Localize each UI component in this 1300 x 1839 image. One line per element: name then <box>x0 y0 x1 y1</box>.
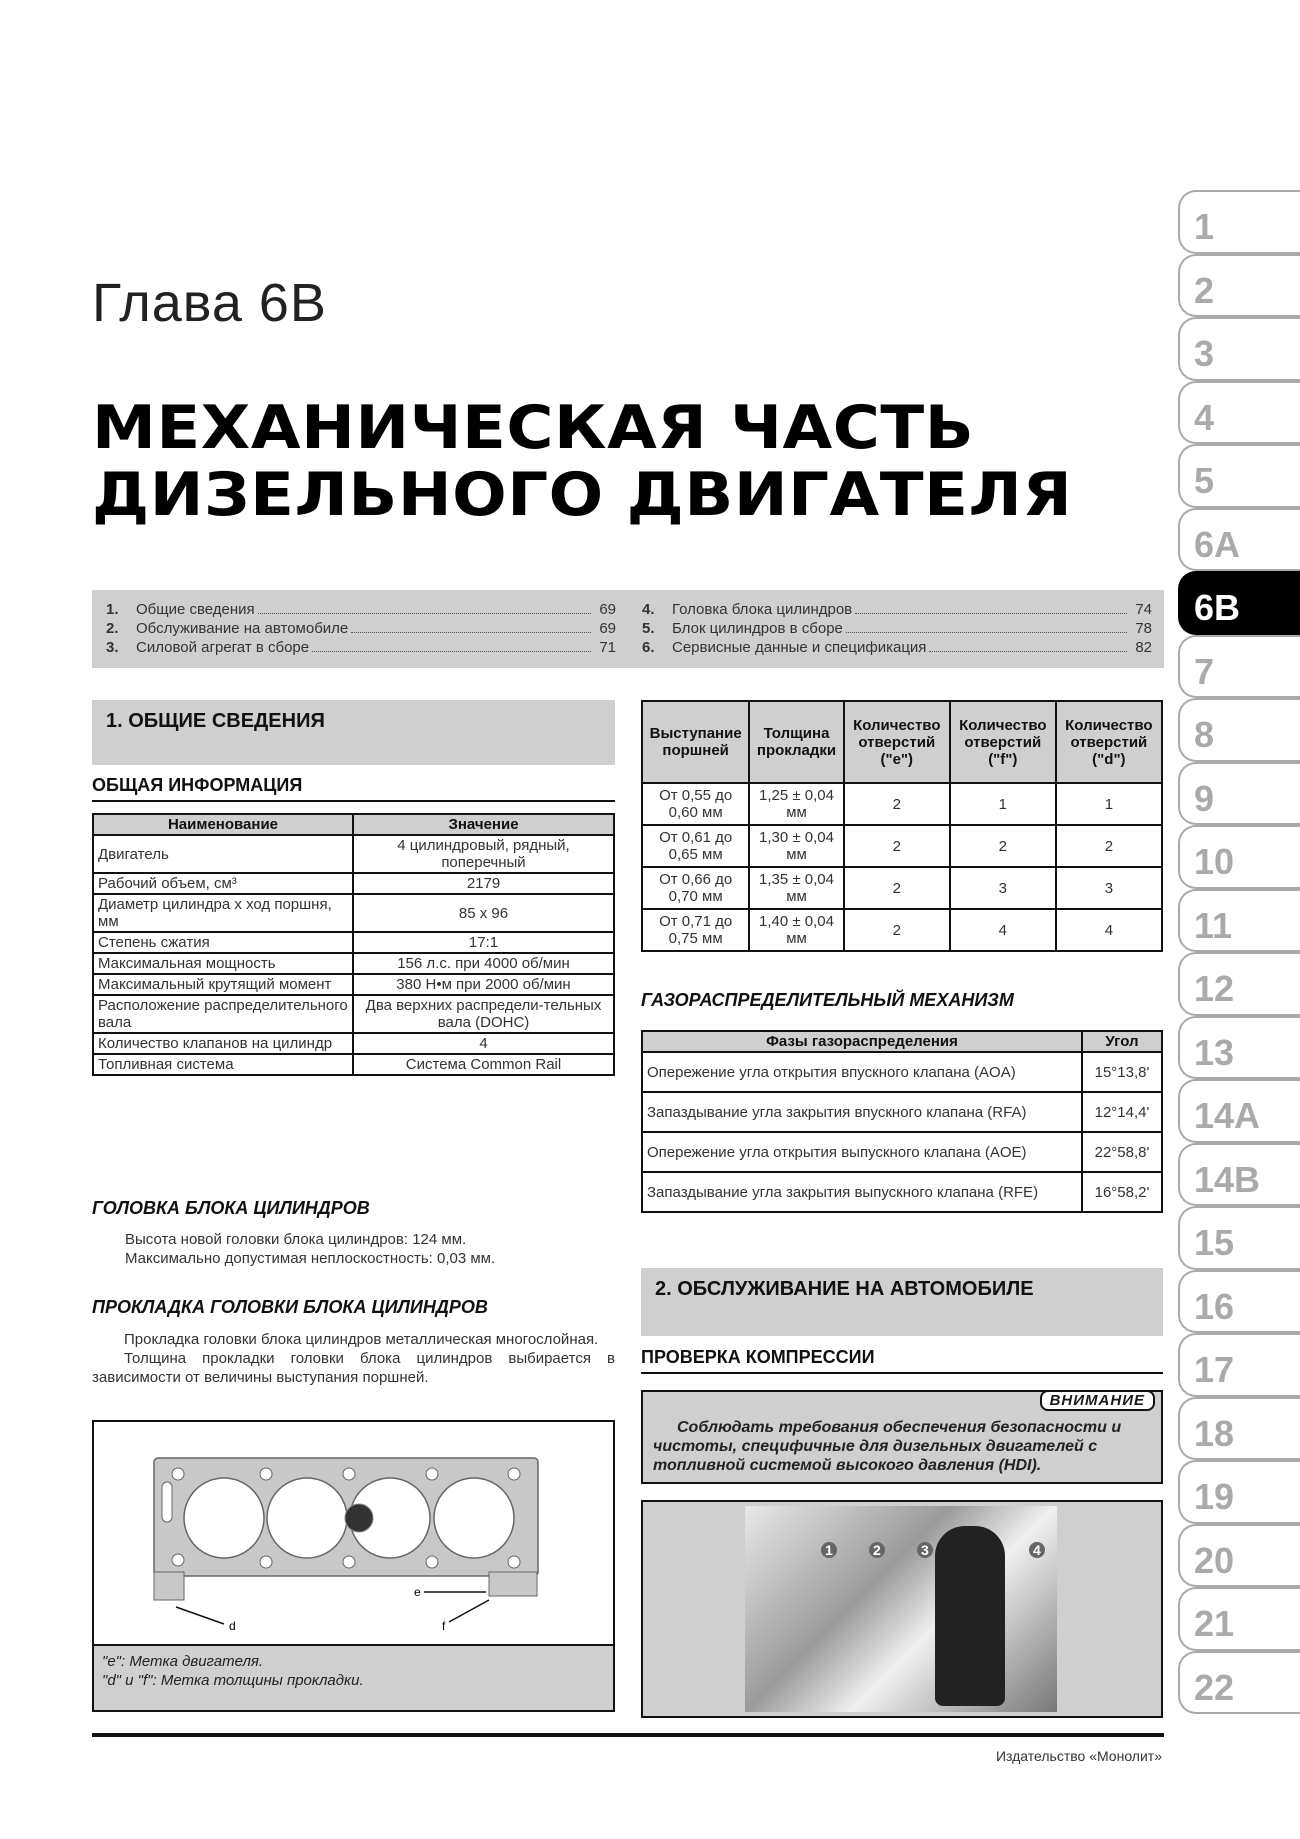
toc-page: 69 <box>599 620 616 637</box>
table-row <box>93 953 614 974</box>
value-cell: 2179 <box>353 873 614 894</box>
chapter-label: Глава 6В <box>92 273 327 333</box>
table-row <box>93 995 614 1033</box>
chapter-tab-8[interactable] <box>1178 698 1300 762</box>
table-row <box>642 1092 1162 1132</box>
column-header: Фазы газораспределения <box>642 1031 1082 1052</box>
chapter-tab-10[interactable] <box>1178 825 1300 889</box>
column-header: Наименование <box>93 814 353 835</box>
name-cell: Максимальный крутящий момент <box>93 974 353 995</box>
name-cell: Степень сжатия <box>93 932 353 953</box>
brand-logo-icon <box>345 1504 373 1532</box>
tab-label: 12 <box>1194 968 1235 1009</box>
mark-d-callout <box>176 1607 236 1633</box>
cylinder-head-heading: ГОЛОВКА БЛОКА ЦИЛИНДРОВ <box>92 1198 370 1218</box>
section-2-header <box>641 1268 1163 1336</box>
svg-text:f: f <box>442 1619 446 1633</box>
chapter-tab-19[interactable] <box>1178 1460 1300 1524</box>
name-cell: Диаметр цилиндра х ход поршня, мм <box>93 894 353 932</box>
table-row <box>93 1054 614 1075</box>
toc-label: Блок цилиндров в сборе <box>672 620 843 637</box>
table-cell: 2 <box>844 867 950 909</box>
head-flatness-line: Максимально допустимая неплоскостность: 0,03 мм. <box>125 1250 496 1267</box>
chapter-tab-1[interactable] <box>1178 190 1300 254</box>
phase-cell: Опережение угла открытия выпускного клапана (AOE) <box>642 1132 1082 1172</box>
phase-cell: Запаздывание угла закрытия впускного клапана (RFA) <box>642 1092 1082 1132</box>
toc-item[interactable] <box>106 600 616 619</box>
table-cell: 2 <box>950 825 1056 867</box>
name-cell: Рабочий объем, см³ <box>93 873 353 894</box>
value-cell: 85 х 96 <box>353 894 614 932</box>
chapter-tab-15[interactable] <box>1178 1206 1300 1270</box>
toc-number: 2. <box>106 620 119 637</box>
tab-label: 21 <box>1194 1603 1235 1644</box>
chapter-tabs <box>1178 190 1300 1714</box>
tab-label: 10 <box>1194 841 1235 882</box>
table-cell: 2 <box>844 825 950 867</box>
toc-leader <box>855 613 1127 614</box>
table-row <box>642 1172 1162 1212</box>
tab-label: 22 <box>1194 1666 1235 1708</box>
photo-callout-1: 1 <box>821 1542 837 1558</box>
table-row <box>642 825 1162 867</box>
table-cell: 1,30 ± 0,04 мм <box>749 825 843 867</box>
valve-timing-table <box>641 1030 1163 1213</box>
table-row <box>642 867 1162 909</box>
footer-divider <box>92 1733 1164 1737</box>
table-cell: 4 <box>950 909 1056 951</box>
chapter-tab-18[interactable] <box>1178 1397 1300 1461</box>
value-cell: Два верхних распредели-тельных вала (DOHC) <box>353 995 614 1033</box>
table-cell: От 0,61 до 0,65 мм <box>642 825 749 867</box>
tab-label: 13 <box>1194 1031 1235 1073</box>
chapter-tab-3[interactable] <box>1178 317 1300 381</box>
column-header: Значение <box>353 814 614 835</box>
section-2-title: 2. ОБСЛУЖИВАНИЕ НА АВТОМОБИЛЕ <box>655 1278 1034 1300</box>
column-header: Толщина прокладки <box>749 701 843 783</box>
toc-page: 71 <box>599 639 616 656</box>
gasket-paragraph-2: Толщина прокладки головки блока цилиндров выбирается в зависимости от величины выступания поршней. <box>92 1350 615 1386</box>
toc-label: Общие сведения <box>136 601 255 618</box>
tab-label: 4 <box>1194 396 1215 438</box>
title-line-1: МЕХАНИЧЕСКАЯ ЧАСТЬ <box>92 393 975 463</box>
toc-label: Сервисные данные и спецификация <box>672 639 927 656</box>
valve-timing-heading: ГАЗОРАСПРЕДЕЛИТЕЛЬНЫЙ МЕХАНИЗМ <box>641 990 1014 1010</box>
chapter-tab-5[interactable] <box>1178 444 1300 508</box>
intake-duct <box>935 1526 1005 1706</box>
tab-label: 20 <box>1194 1539 1235 1581</box>
chapter-tab-6b[interactable] <box>1178 571 1300 635</box>
table-cell: 2 <box>844 909 950 951</box>
table-cell: 1,35 ± 0,04 мм <box>749 867 843 909</box>
chapter-tab-6a[interactable] <box>1178 508 1300 572</box>
table-cell: 1,25 ± 0,04 мм <box>749 783 843 825</box>
tab-label: 2 <box>1194 269 1215 311</box>
figure-caption <box>94 1644 613 1710</box>
value-cell: Система Common Rail <box>353 1054 614 1075</box>
name-cell: Двигатель <box>93 835 353 873</box>
column-header: Выступание поршней <box>642 701 749 783</box>
tab-label: 5 <box>1194 460 1215 501</box>
column-header: Количество отверстий ("e") <box>844 701 950 783</box>
toc-item[interactable] <box>106 638 616 657</box>
title-line-2: ДИЗЕЛЬНОГО ДВИГАТЕЛЯ <box>92 460 1073 530</box>
gasket-diagram <box>94 1422 613 1642</box>
page-title <box>92 395 1072 529</box>
tab-label: 14A <box>1194 1095 1261 1136</box>
table-cell: 3 <box>950 867 1056 909</box>
toc-leader <box>258 613 591 614</box>
tab-label: 18 <box>1194 1412 1235 1454</box>
chapter-tab-20[interactable] <box>1178 1524 1300 1588</box>
chapter-tab-17[interactable] <box>1178 1333 1300 1397</box>
table-row <box>642 1132 1162 1172</box>
tab-label: 6B <box>1194 587 1241 628</box>
tab-label: 9 <box>1194 777 1215 819</box>
column-header: Количество отверстий ("f") <box>950 701 1056 783</box>
phase-cell: Опережение угла открытия впускного клапана (AOA) <box>642 1052 1082 1092</box>
chapter-tab-12[interactable] <box>1178 952 1300 1016</box>
toc-number: 5. <box>642 620 655 637</box>
chapter-tab-14b[interactable] <box>1178 1143 1300 1207</box>
chapter-tab-22[interactable] <box>1178 1651 1300 1715</box>
cylinder-head-specs <box>125 1230 615 1268</box>
column-header: Количество отверстий ("d") <box>1056 701 1162 783</box>
table-cell: 3 <box>1056 867 1162 909</box>
toc-number: 6. <box>642 639 655 656</box>
table-cell: От 0,55 до 0,60 мм <box>642 783 749 825</box>
tab-label: 8 <box>1194 714 1215 755</box>
photo-callout-3: 3 <box>917 1542 933 1558</box>
table-cell: 2 <box>844 783 950 825</box>
value-cell: 17:1 <box>353 932 614 953</box>
toc-page: 78 <box>1135 620 1152 637</box>
table-cell: 4 <box>1056 909 1162 951</box>
table-row <box>93 894 614 932</box>
section-1-title: 1. ОБЩИЕ СВЕДЕНИЯ <box>106 710 325 732</box>
name-cell: Максимальная мощность <box>93 953 353 974</box>
general-info-heading: ОБЩАЯ ИНФОРМАЦИЯ <box>92 775 615 802</box>
table-of-contents <box>92 590 1164 668</box>
toc-leader <box>846 632 1127 633</box>
toc-label: Силовой агрегат в сборе <box>136 639 310 656</box>
chapter-tab-21[interactable] <box>1178 1587 1300 1651</box>
caption-line-1: "e": Метка двигателя. <box>102 1653 264 1670</box>
photo-callout-4: 4 <box>1029 1542 1045 1558</box>
toc-page: 69 <box>599 601 616 618</box>
toc-number: 1. <box>106 601 119 618</box>
general-info-table <box>92 813 615 1076</box>
tab-label: 1 <box>1194 206 1215 247</box>
gasket-paragraph-1: Прокладка головки блока цилиндров металлическая многослойная. <box>124 1331 599 1348</box>
angle-cell: 16°58,2' <box>1082 1172 1162 1212</box>
tab-label: 6A <box>1194 523 1241 565</box>
toc-label: Обслуживание на автомобиле <box>136 620 349 637</box>
angle-cell: 12°14,4' <box>1082 1092 1162 1132</box>
value-cell: 156 л.с. при 4000 об/мин <box>353 953 614 974</box>
table-cell: 1 <box>1056 783 1162 825</box>
value-cell: 4 цилиндровый, рядный, поперечный <box>353 835 614 873</box>
engine-bay-photo <box>745 1506 1057 1712</box>
tab-label: 19 <box>1194 1476 1235 1517</box>
mark-f-callout <box>442 1600 489 1633</box>
table-row <box>93 1033 614 1054</box>
tab-label: 17 <box>1194 1349 1235 1390</box>
value-cell: 4 <box>353 1033 614 1054</box>
name-cell: Расположение распределительного вала <box>93 995 353 1033</box>
caption-line-2: "d" и "f": Метка толщины прокладки. <box>102 1672 364 1689</box>
gasket-plate <box>154 1458 538 1600</box>
chapter-tab-4[interactable] <box>1178 381 1300 445</box>
table-row <box>642 783 1162 825</box>
toc-label: Головка блока цилиндров <box>672 601 853 618</box>
engine-photo-figure <box>641 1500 1163 1718</box>
toc-number: 4. <box>642 601 655 618</box>
toc-page: 74 <box>1135 601 1152 618</box>
chapter-tab-2[interactable] <box>1178 254 1300 318</box>
name-cell: Количество клапанов на цилиндр <box>93 1033 353 1054</box>
tab-label: 3 <box>1194 333 1215 374</box>
gasket-figure <box>92 1420 615 1712</box>
chapter-tab-14a[interactable] <box>1178 1079 1300 1143</box>
column-header: Угол <box>1082 1031 1162 1052</box>
toc-number: 3. <box>106 639 119 656</box>
table-cell: 1,40 ± 0,04 мм <box>749 909 843 951</box>
tab-label: 11 <box>1194 904 1233 946</box>
table-row <box>93 932 614 953</box>
table-cell: 2 <box>1056 825 1162 867</box>
tab-label: 7 <box>1194 650 1215 692</box>
photo-callout-2: 2 <box>869 1542 885 1558</box>
warning-tag: ВНИМАНИЕ <box>1040 1390 1155 1411</box>
table-row <box>93 974 614 995</box>
table-row <box>93 835 614 873</box>
warning-text: Соблюдать требования обеспечения безопасности и чистоты, специфичные для дизельных двигателей с топливной системой высокого давления (HDI). <box>653 1419 1122 1474</box>
toc-leader <box>351 632 591 633</box>
svg-text:d: d <box>229 1619 236 1633</box>
mark-e-callout <box>414 1585 486 1599</box>
svg-text:e: e <box>414 1585 421 1599</box>
chapter-tab-16[interactable] <box>1178 1270 1300 1334</box>
toc-item[interactable] <box>106 619 616 638</box>
head-height-line: Высота новой головки блока цилиндров: 124 мм. <box>125 1231 467 1248</box>
toc-item[interactable] <box>642 600 1152 619</box>
chapter-tab-11[interactable] <box>1178 889 1300 953</box>
angle-cell: 15°13,8' <box>1082 1052 1162 1092</box>
toc-leader <box>929 651 1127 652</box>
toc-item[interactable] <box>642 638 1152 657</box>
table-row <box>93 873 614 894</box>
warning-box <box>641 1390 1163 1484</box>
angle-cell: 22°58,8' <box>1082 1132 1162 1172</box>
footer-publisher: Издательство «Монолит» <box>995 1748 1162 1764</box>
table-cell: От 0,71 до 0,75 мм <box>642 909 749 951</box>
tab-label: 14B <box>1194 1158 1261 1200</box>
table-row <box>642 1052 1162 1092</box>
chapter-tab-9[interactable] <box>1178 762 1300 826</box>
tab-label: 16 <box>1194 1285 1235 1327</box>
compression-check-heading: ПРОВЕРКА КОМПРЕССИИ <box>641 1347 1163 1374</box>
chapter-tab-13[interactable] <box>1178 1016 1300 1080</box>
toc-page: 82 <box>1135 639 1152 656</box>
gasket-text <box>92 1330 615 1387</box>
chapter-tab-7[interactable] <box>1178 635 1300 699</box>
name-cell: Топливная система <box>93 1054 353 1075</box>
value-cell: 380 Н•м при 2000 об/мин <box>353 974 614 995</box>
tab-label: 15 <box>1194 1222 1235 1263</box>
piston-protrusion-table <box>641 700 1163 952</box>
toc-leader <box>312 651 591 652</box>
phase-cell: Запаздывание угла закрытия выпускного клапана (RFE) <box>642 1172 1082 1212</box>
section-1-header <box>92 700 615 765</box>
toc-item[interactable] <box>642 619 1152 638</box>
table-cell: 1 <box>950 783 1056 825</box>
table-cell: От 0,66 до 0,70 мм <box>642 867 749 909</box>
gasket-heading: ПРОКЛАДКА ГОЛОВКИ БЛОКА ЦИЛИНДРОВ <box>92 1297 488 1317</box>
table-row <box>642 909 1162 951</box>
